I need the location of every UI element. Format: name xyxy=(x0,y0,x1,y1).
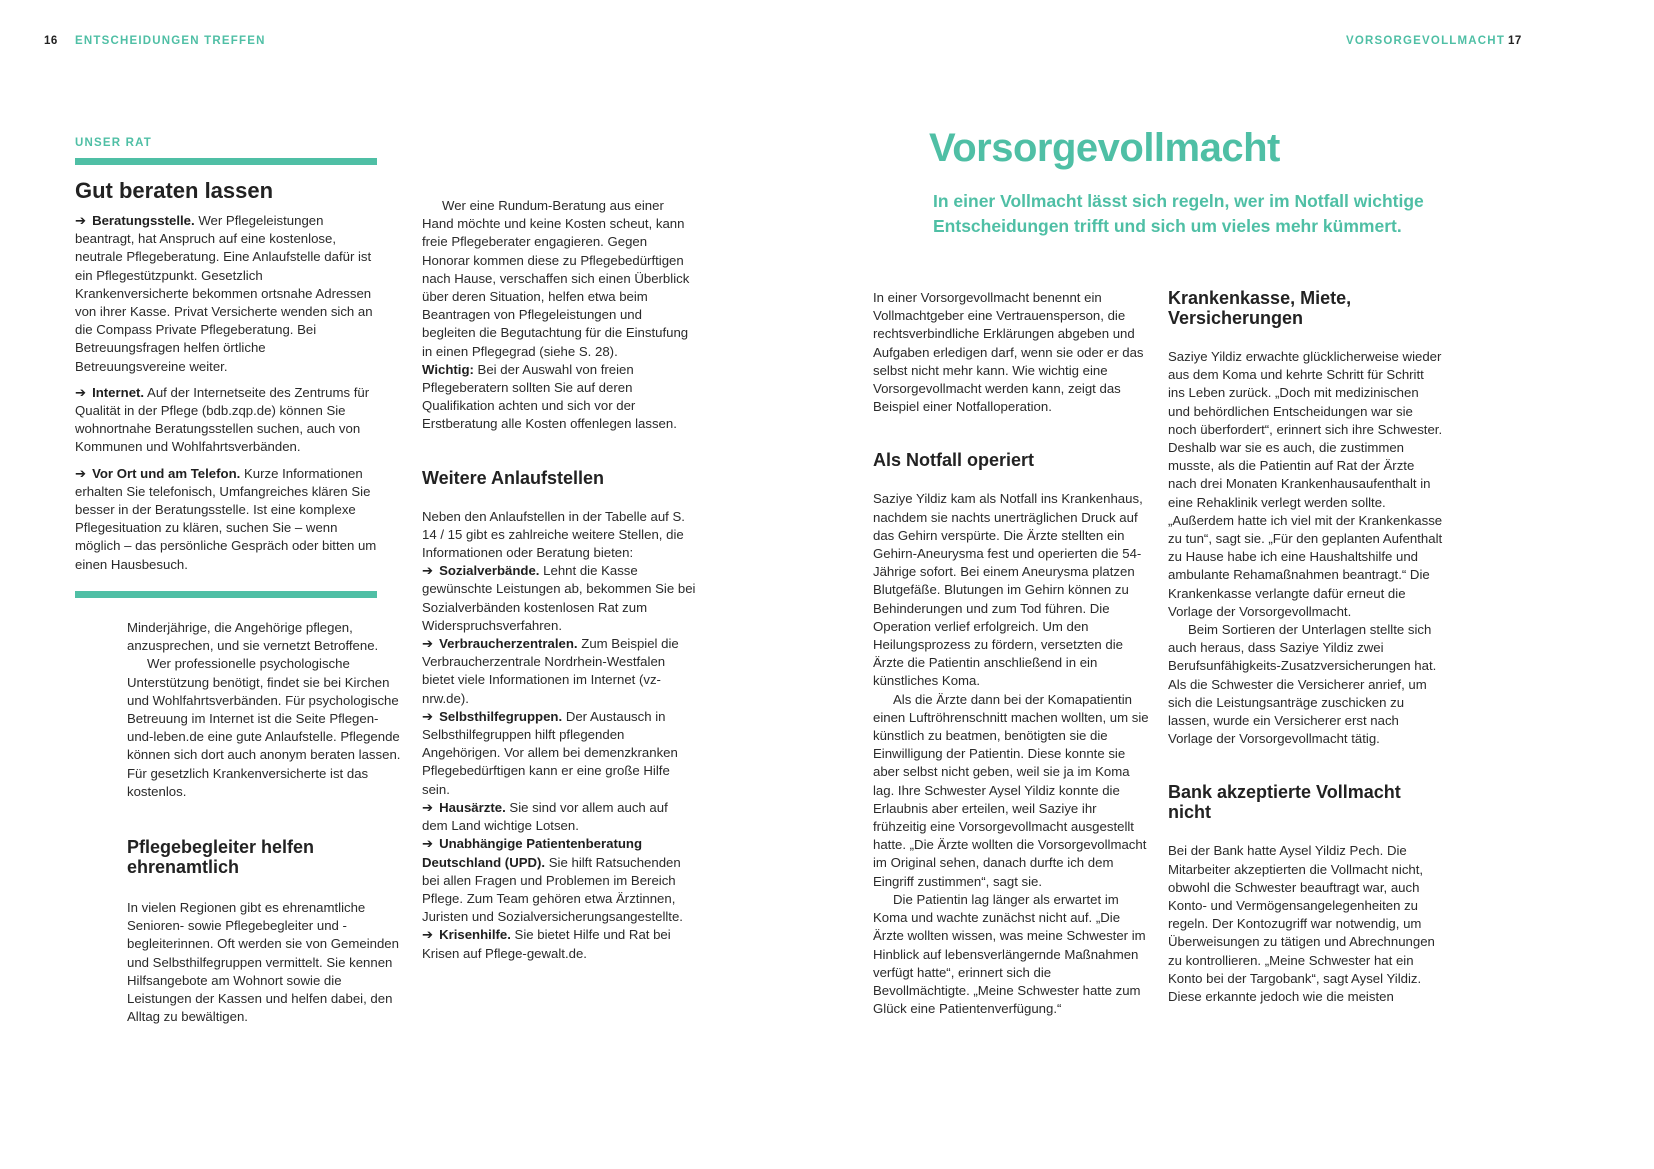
arrow-icon: ➔ xyxy=(422,799,434,815)
page-number-right: 17 xyxy=(1508,35,1522,47)
paragraph: Als die Ärzte dann bei der Komapatientin einen Luftröhrenschnitt machen wollten, um sie künstlich zu beatmen, benötigten sie die Einwilligung der Patientin. Diese konnte sie aber selbst nicht geben, weil sie ja im Koma lag. Ihre Schwester Aysel Yildiz konnte die Erlaubnis aber erteilen, weil Saziye ihr frühzeitig eine Vorsorgevollmacht ausgestellt hatte. „Die Ärzte wollten die Vorsorgevollmacht im Original sehen, danach durfte ich dem Eingriff zustimmen“, sagt sie. xyxy=(873,691,1149,889)
list-item: ➔ Verbraucherzentralen. Zum Beispiel die Verbraucherzentrale Nordrhein-Westfalen bietet viele Informationen im Internet (vz-nrw.de). xyxy=(422,636,679,706)
section-heading-als-notfall-operiert: Als Notfall operiert xyxy=(873,450,1035,471)
paragraph: Bei der Bank hatte Aysel Yildiz Pech. Die Mitarbeiter akzeptierten die Vollmacht nicht, obwohl die Schwester beauftragt war, auch Konto- und Vermögensangelegenheiten zu regeln. Der Kontozugriff war notwendig, um Überweisungen zu tätigen und Abrechnungen zu kontrollieren. „Meine Schwester hat ein Konto bei der Targobank“, sagt Aysel Yildiz. Diese erkannte jedoch wie die meisten xyxy=(1168,843,1435,1005)
lead-text: In einer Vollmacht lässt sich regeln, wer im Notfall wichtige Entscheidungen trifft und sich um vieles mehr kümmert. xyxy=(933,191,1424,236)
paragraph: Saziye Yildiz erwachte glücklicherweise wieder aus dem Koma und kehrte Schritt für Schritt ins Leben zurück. „Doch mit medizinischen und behördlichen Entscheidungen war sie noch überfordert“, erinnert sich ihre Schwester. Deshalb war sie es auch, die zustimmen musste, als die Patientin auf Rat der Ärzte nach drei Monaten Krankenhausaufenthalt in eine Rehaklinik verlegt werden sollte. „Außerdem hatte ich viel mit der Krankenkasse zu tun“, sagt sie. „Für den geplanten Aufenthalt zu Hause habe ich eine Haushaltshilfe und ambulante Rehamaßnahmen beantragt.“ Die Krankenkasse verlangte dafür erneut die Vorlage der Vorsorgevollmacht. xyxy=(1168,349,1443,619)
left-column-1 xyxy=(127,619,402,1026)
list-item: ➔ Unabhängige Patientenberatung Deutschland (UPD). Sie hilft Ratsuchenden bei allen Fragen und Problemen im Bereich Pflege. Zum Team gehören etwa Ärztinnen, Juristen und Sozialversicherungsangestellte. xyxy=(422,836,683,925)
list-item: ➔ Hausärzte. Sie sind vor allem auch auf dem Land wichtige Lotsen. xyxy=(422,799,668,834)
paragraph: Wer professionelle psychologische Unterstützung benötigt, findet sie bei Kirchen und Wohlfahrtsverbänden. Für psychologische Betreuung im Internet ist die Seite Pflegen-und-leben.de eine gute Anlaufstelle. Pflegende können sich dort auch anonym beraten lassen. Für gesetzlich Krankenversicherte ist das kostenlos. xyxy=(127,656,401,799)
advice-box-top-bar xyxy=(75,158,377,165)
arrow-icon: ➔ xyxy=(75,384,87,400)
list-item: ➔ Sozialverbände. Lehnt die Kasse gewünschte Leistungen ab, bekommen Sie bei Sozialverbänden kostenlosen Rat zum Widerspruchsverfahren. xyxy=(422,563,696,633)
paragraph: Wer eine Rundum-Beratung aus einer Hand möchte und keine Kosten scheut, kann freie Pflegeberater engagieren. Gegen Honorar kommen diese zu Pflegebedürftigen nach Hause, verschaffen sich einen Überblick über deren Situation, helfen etwa beim Beantragen von Pflegeleistungen und begleiten die Begutachtung für die Einstufung in einen Pflegegrad (siehe S. 28). xyxy=(422,198,690,359)
section-heading-weitere-anlaufstellen: Weitere Anlaufstellen xyxy=(422,467,605,488)
arrow-icon: ➔ xyxy=(422,563,434,579)
paragraph: Neben den Anlaufstellen in der Tabelle auf S. 14 / 15 gibt es zahlreiche weitere Stellen, die Informationen oder Beratung bieten: xyxy=(422,508,685,561)
important-note: Wichtig: Bei der Auswahl von freien Pflegeberatern sollten Sie auf deren Qualifikation achten und sich vor der Erstberatung alle Kosten offenlegen lassen. xyxy=(422,361,677,432)
paragraph: Die Patientin lag länger als erwartet im Koma und wachte zunächst nicht auf. „Die Ärzte wollten wissen, was meine Schwester im Hinblick auf lebensverlängernde Maßnahmen verfügt hatte“, erinnert sich die Bevollmächtigte. „Meine Schwester hatte zum Glück eine Patientenverfügung.“ xyxy=(873,891,1146,1017)
advice-item: ➔ Vor Ort und am Telefon. Kurze Informationen erhalten Sie telefonisch, Umfangreiches klären Sie besser in der Beratungsstelle. Ist eine komplexe Pflegesituation zu klären, suchen Sie – wenn möglich – das persönliche Gespräch oder bitten um einen Hausbesuch. xyxy=(75,465,377,572)
paragraph: Minderjährige, die Angehörige pflegen, anzusprechen, und sie vernetzt Betroffene. xyxy=(127,620,379,654)
paragraph: Saziye Yildiz kam als Notfall ins Krankenhaus, nachdem sie nachts unerträglichen Druck auf das Gehirn verspürte. Die Ärzte stellten ein Gehirn-Aneurysma fest und operierten die 54-Jährige sofort. Bei einem Aneurysma platzen Blutgefäße. Blutungen im Gehirn können zu Behinderungen und zum Tod führen. Die Operation verlief erfolgreich. Um den Heilungsprozess zu fördern, versetzten die Ärzte die Patientin anschließend in ein künstliches Koma. xyxy=(873,491,1143,689)
right-column-2 xyxy=(1168,288,1443,1006)
arrow-icon: ➔ xyxy=(75,213,87,228)
advice-box-items xyxy=(75,212,377,574)
list-item: ➔ Selbsthilfegruppen. Der Austausch in Selbsthilfegruppen hilft pflegenden Angehörigen. Vor allem bei demenzkranken Pflegebedürftigen kann er eine große Hilfe sein. xyxy=(422,708,678,797)
page-number-left: 16 xyxy=(44,35,58,47)
section-heading-pflegebegleiter: Pflegebegleiter helfen ehrenamtlich xyxy=(127,837,315,878)
advice-box-label: UNSER RAT xyxy=(75,137,153,149)
advice-box-bottom-bar xyxy=(75,591,377,598)
advice-item: ➔ Internet. Auf der Internetseite des Zentrums für Qualität in der Pflege (bdb.zqp.de) können Sie wohnortnahe Beratungsstellen suchen, auch von Kommunen und Wohlfahrtsverbänden. xyxy=(75,384,370,455)
paragraph: In vielen Regionen gibt es ehrenamtliche Senioren- sowie Pflegebegleiter und -begleiterinnen. Oft werden sie von Gemeinden und Selbsthilfegruppen vermittelt. Sie kennen Hilfsangebote am Wohnort sowie die Leistungen der Kassen und helfen dabei, den Alltag zu bewältigen. xyxy=(127,900,399,1025)
list-item: ➔ Krisenhilfe. Sie bietet Hilfe und Rat bei Krisen auf Pflege-gewalt.de. xyxy=(422,927,671,961)
arrow-icon: ➔ xyxy=(422,708,434,724)
paragraph: Beim Sortieren der Unterlagen stellte sich auch heraus, dass Saziye Yildiz zwei Berufsunfähigkeits-Zusatzversicherungen hat. Als die Schwester die Versicherer anrief, um sich die Leistungsanträge zuschicken zu lassen, wurde ein Versicherer erst nach Vorlage der Vorsorgevollmacht tätig. xyxy=(1168,622,1437,747)
arrow-icon: ➔ xyxy=(422,836,434,852)
arrow-icon: ➔ xyxy=(422,927,434,943)
arrow-icon: ➔ xyxy=(422,636,434,652)
running-head-right: VORSORGEVOLLMACHT xyxy=(1346,35,1506,47)
advice-box-title: Gut beraten lassen xyxy=(75,178,274,203)
left-column-2 xyxy=(422,197,697,963)
section-heading-bank: Bank akzeptierte Vollmacht nicht xyxy=(1168,782,1401,823)
advice-box xyxy=(75,137,377,598)
arrow-icon: ➔ xyxy=(75,465,87,481)
right-column-1 xyxy=(873,289,1150,1018)
advice-item: ➔ Beratungsstelle. Wer Pflegeleistungen beantragt, hat Anspruch auf eine kostenlose, neutrale Pflegeberatung. Eine Anlaufstelle dafür ist ein Pflegestützpunkt. Gesetzlich Krankenversicherte bekommen ortsnahe Adressen von ihrer Kasse. Privat Versicherte wenden sich an die Compass Private Pflegeberatung. Bei Betreuungsfragen helfen örtliche Betreuungsvereine weiter. xyxy=(75,213,373,374)
page-title: Vorsorgevollmacht xyxy=(929,126,1280,170)
paragraph: In einer Vorsorgevollmacht benennt ein Vollmachtgeber eine Vertrauensperson, die rechtsverbindliche Erklärungen abgeben und Aufgaben erledigen darf, wenn sie oder er das selbst nicht mehr kann. Wie wichtig eine Vorsorgevollmacht werden kann, zeigt das Beispiel einer Notfalloperation. xyxy=(873,290,1144,415)
running-head-left: ENTSCHEIDUNGEN TREFFEN xyxy=(75,35,266,47)
section-heading-krankenkasse: Krankenkasse, Miete, Versicherungen xyxy=(1168,288,1352,328)
